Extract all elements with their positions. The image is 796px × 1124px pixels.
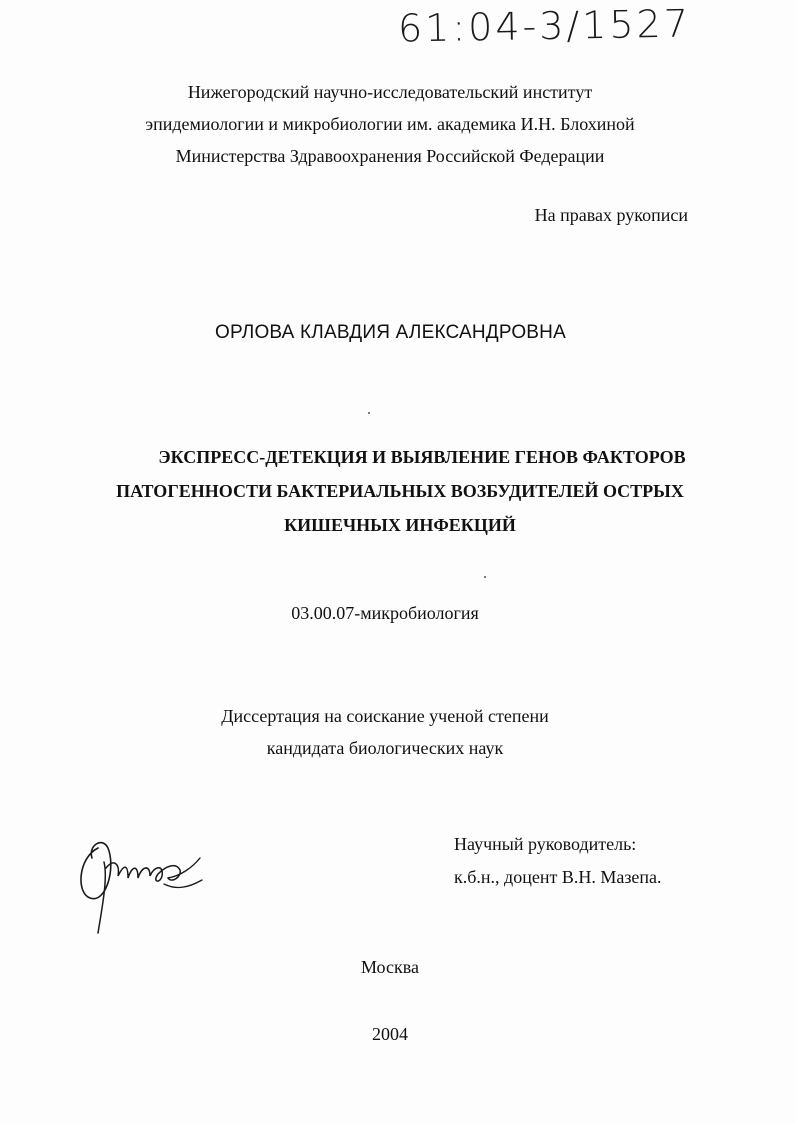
archive-number-handwritten: 61:04-3/1527 <box>397 1 692 51</box>
dissertation-title <box>80 440 720 542</box>
degree-statement <box>0 700 770 764</box>
supervisor-name: к.б.н., доцент В.Н. Мазепа. <box>454 867 662 887</box>
title-line-1: ЭКСПРЕСС-ДЕТЕКЦИЯ И ВЫЯВЛЕНИЕ ГЕНОВ ФАКТОРОВ <box>158 447 686 467</box>
scan-speck <box>368 412 370 414</box>
specialty-code: 03.00.07-микробиология <box>291 603 479 623</box>
institute-line-2: эпидемиологии и микробиологии им. академика И.Н. Блохиной <box>145 114 635 134</box>
author-signature <box>68 818 218 938</box>
scientific-supervisor <box>454 828 662 894</box>
author-name: ОРЛОВА КЛАВДИЯ АЛЕКСАНДРОВНА <box>215 322 566 343</box>
institute-line-3: Министерства Здравоохранения Российской Федерации <box>175 146 605 166</box>
manuscript-rights-note: На правах рукописи <box>534 205 688 225</box>
supervisor-label: Научный руководитель: <box>454 834 637 854</box>
degree-line-1: Диссертация на соискание ученой степени <box>221 706 549 726</box>
scan-speck <box>484 576 486 578</box>
institute-header <box>60 76 720 172</box>
title-line-3: КИШЕЧНЫХ ИНФЕКЦИЙ <box>284 515 516 535</box>
year: 2004 <box>372 1024 408 1044</box>
city: Москва <box>361 957 419 977</box>
degree-line-2: кандидата биологических наук <box>266 738 504 758</box>
institute-line-1: Нижегородский научно-исследовательский институт <box>187 82 593 102</box>
title-line-2: ПАТОГЕННОСТИ БАКТЕРИАЛЬНЫХ ВОЗБУДИТЕЛЕЙ ОСТРЫХ <box>116 481 684 501</box>
